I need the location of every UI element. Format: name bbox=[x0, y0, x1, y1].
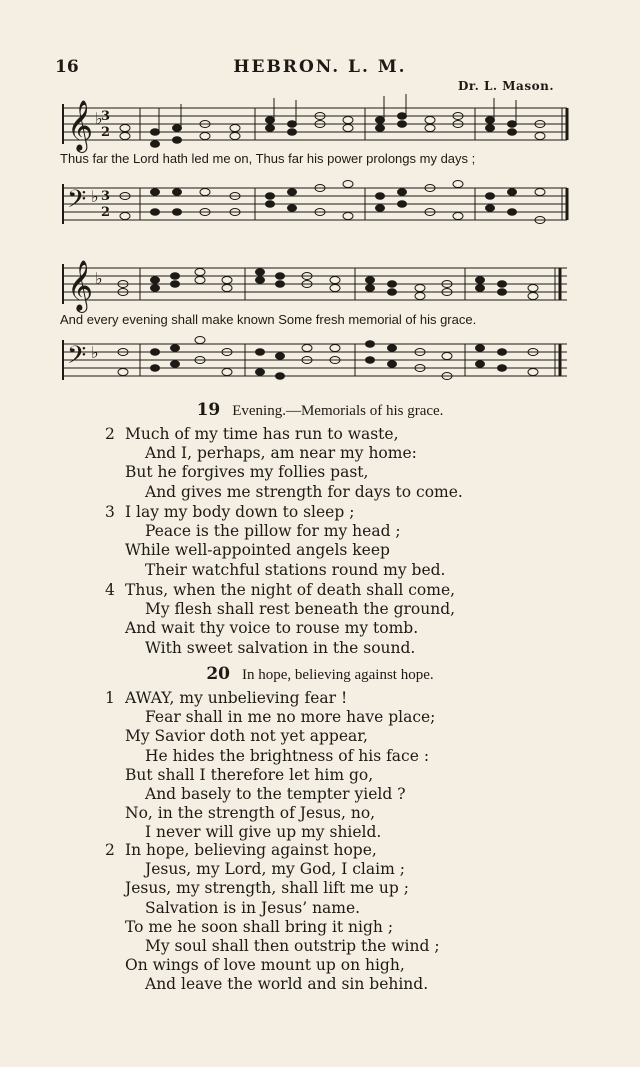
treble-staff-1 bbox=[55, 94, 575, 156]
bass-staff-1 bbox=[55, 168, 575, 234]
svg-text:3: 3 bbox=[101, 109, 111, 124]
verse-line: And I, perhaps, am near my home: bbox=[145, 444, 417, 463]
music-system-1 bbox=[55, 94, 575, 156]
lyric-line-2: And every evening shall make known Some fresh memorial of his grace. bbox=[60, 312, 477, 327]
verse-line: On wings of love mount up on high, bbox=[125, 956, 405, 975]
svg-text:♭: ♭ bbox=[95, 269, 103, 288]
hymn-20-verse-2 bbox=[105, 841, 440, 995]
hymn-19-verse-2 bbox=[105, 425, 463, 502]
verse-line: With sweet salvation in the sound. bbox=[145, 638, 416, 657]
verse-line: Much of my time has run to waste, bbox=[125, 425, 399, 443]
music-system-2 bbox=[55, 254, 575, 316]
verse-line: My flesh shall rest beneath the ground, bbox=[145, 600, 456, 619]
verse-line: While well-appointed angels keep bbox=[125, 541, 390, 560]
verse-line: In hope, believing against hope, bbox=[125, 841, 377, 859]
verse-line: Thus, when the night of death shall come, bbox=[125, 581, 456, 599]
verse-line: And leave the world and sin behind. bbox=[145, 975, 429, 994]
hymn-title: In hope, believing against hope. bbox=[242, 667, 434, 683]
verse-line: I lay my body down to sleep ; bbox=[125, 503, 355, 521]
verse-line: No, in the strength of Jesus, no, bbox=[125, 804, 376, 823]
lyric-line-1: Thus far the Lord hath led me on, Thus far his power prolongs my days ; bbox=[60, 151, 476, 166]
treble-staff-2 bbox=[55, 254, 575, 316]
hymn-19-verse-4 bbox=[105, 581, 455, 658]
svg-text:𝄞: 𝄞 bbox=[67, 260, 94, 311]
hymn-20-verse-1 bbox=[105, 689, 435, 843]
svg-text:3: 3 bbox=[101, 189, 111, 204]
hymn-19-verse-3 bbox=[105, 503, 445, 580]
verse-line: I never will give up my shield. bbox=[145, 823, 382, 842]
svg-text:2: 2 bbox=[101, 205, 111, 220]
music-system-1-bass bbox=[55, 168, 575, 234]
hymn-19-heading bbox=[0, 400, 640, 420]
verse-number: 3 bbox=[105, 503, 115, 521]
verse-line: Fear shall in me no more have place; bbox=[145, 708, 436, 727]
verse-line: Peace is the pillow for my head ; bbox=[145, 522, 401, 541]
svg-text:𝄞: 𝄞 bbox=[67, 100, 94, 151]
hymn-number: 19 bbox=[196, 400, 221, 420]
verse-line: To me he soon shall bring it nigh ; bbox=[125, 917, 394, 936]
bass-staff-2 bbox=[55, 330, 575, 392]
verse-number: 2 bbox=[105, 425, 115, 443]
tune-title: HEBRON. L. M. bbox=[233, 57, 407, 77]
svg-text:♭: ♭ bbox=[91, 187, 99, 206]
svg-text:𝄢: 𝄢 bbox=[67, 185, 87, 220]
verse-line: And wait thy voice to rouse my tomb. bbox=[125, 619, 419, 638]
svg-text:𝄢: 𝄢 bbox=[67, 341, 87, 376]
svg-text:2: 2 bbox=[101, 125, 111, 140]
composer-credit: Dr. L. Mason. bbox=[458, 79, 554, 93]
verse-number: 4 bbox=[105, 581, 115, 599]
page-number: 16 bbox=[55, 57, 79, 77]
verse-line: My soul shall then outstrip the wind ; bbox=[145, 937, 440, 956]
verse-line: But shall I therefore let him go, bbox=[125, 765, 374, 784]
hymn-20-heading bbox=[0, 664, 640, 684]
verse-line: Their watchful stations round my bed. bbox=[145, 560, 446, 579]
verse-line: But he forgives my follies past, bbox=[125, 463, 369, 482]
verse-line: AWAY, my unbelieving fear ! bbox=[125, 689, 348, 707]
verse-line: My Savior doth not yet appear, bbox=[125, 727, 368, 746]
verse-line: Jesus, my Lord, my God, I claim ; bbox=[145, 860, 405, 879]
verse-number: 1 bbox=[105, 689, 115, 707]
music-system-2-bass bbox=[55, 330, 575, 392]
verse-line: Salvation is in Jesus’ name. bbox=[145, 898, 361, 917]
verse-number: 2 bbox=[105, 841, 115, 859]
verse-line: And gives me strength for days to come. bbox=[145, 482, 463, 501]
verse-line: Jesus, my strength, shall lift me up ; bbox=[125, 879, 409, 898]
svg-text:♭: ♭ bbox=[95, 109, 103, 128]
verse-line: And basely to the tempter yield ? bbox=[145, 785, 406, 804]
hymn-number: 20 bbox=[206, 664, 231, 684]
svg-text:♭: ♭ bbox=[91, 343, 99, 362]
verse-line: He hides the brightness of his face : bbox=[145, 746, 430, 765]
hymn-title: Evening.—Memorials of his grace. bbox=[232, 403, 444, 419]
